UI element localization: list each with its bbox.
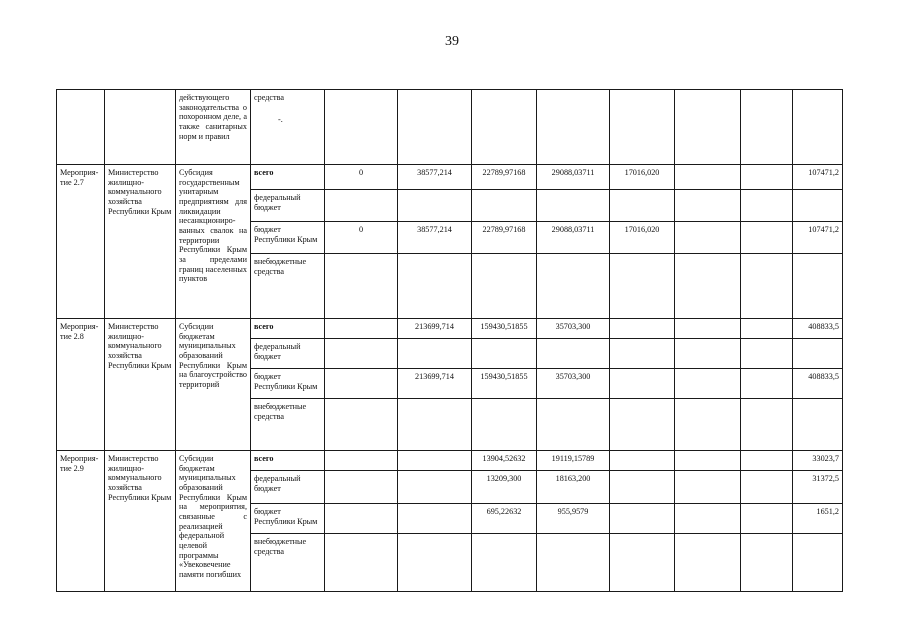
source-cell: всего bbox=[251, 165, 325, 190]
value-cell bbox=[325, 471, 398, 504]
value-cell bbox=[472, 254, 537, 319]
description-cell: Субсидия государственным унитарным предприятиям для ликвидации несанкциониро-ванных свалок на территории Республики Крым за пределами границ населенных пунктов bbox=[176, 165, 251, 319]
value-cell bbox=[741, 504, 793, 534]
value-cell bbox=[675, 399, 741, 451]
source-cell: всего bbox=[251, 451, 325, 471]
value-cell bbox=[325, 399, 398, 451]
value-cell bbox=[398, 190, 472, 222]
value-cell: 955,9579 bbox=[537, 504, 610, 534]
value-cell bbox=[325, 451, 398, 471]
table-row bbox=[57, 319, 843, 339]
value-cell bbox=[741, 451, 793, 471]
value-cell bbox=[675, 90, 741, 165]
source-label: средства bbox=[254, 93, 285, 102]
value-cell bbox=[610, 339, 675, 369]
value-cell bbox=[741, 339, 793, 369]
source-cell: бюджет Республики Крым bbox=[251, 369, 325, 399]
value-cell bbox=[675, 165, 741, 190]
source-cell: федеральный бюджет bbox=[251, 339, 325, 369]
executor-cell: Министерство жилищно-коммунального хозяйства Республики Крым bbox=[105, 165, 176, 319]
budget-table bbox=[56, 89, 843, 592]
value-cell bbox=[610, 471, 675, 504]
value-cell: 19119,15789 bbox=[537, 451, 610, 471]
source-cell: внебюджетные средства bbox=[251, 534, 325, 592]
value-cell bbox=[610, 399, 675, 451]
value-cell bbox=[537, 90, 610, 165]
value-cell bbox=[325, 534, 398, 592]
value-cell bbox=[398, 471, 472, 504]
source-cell: бюджет Республики Крым bbox=[251, 222, 325, 254]
value-cell: 18163,200 bbox=[537, 471, 610, 504]
page-number: 39 bbox=[445, 34, 459, 49]
value-cell: 22789,97168 bbox=[472, 165, 537, 190]
value-cell: 13209,300 bbox=[472, 471, 537, 504]
value-cell bbox=[741, 254, 793, 319]
total-cell bbox=[793, 254, 843, 319]
value-cell bbox=[325, 319, 398, 339]
value-cell bbox=[675, 471, 741, 504]
value-cell bbox=[537, 190, 610, 222]
value-cell bbox=[472, 190, 537, 222]
value-cell bbox=[741, 534, 793, 592]
value-cell bbox=[398, 90, 472, 165]
value-cell bbox=[741, 165, 793, 190]
value-cell: 29088,03711 bbox=[537, 222, 610, 254]
value-cell bbox=[610, 534, 675, 592]
source-cell: всего bbox=[251, 319, 325, 339]
value-cell: 213699,714 bbox=[398, 369, 472, 399]
total-cell bbox=[793, 190, 843, 222]
event-cell bbox=[57, 90, 105, 165]
value-cell bbox=[741, 222, 793, 254]
executor-cell: Министерство жилищно-коммунального хозяйства Республики Крым bbox=[105, 451, 176, 592]
value-cell bbox=[741, 399, 793, 451]
value-cell bbox=[675, 339, 741, 369]
value-cell: 29088,03711 bbox=[537, 165, 610, 190]
value-cell bbox=[741, 90, 793, 165]
value-cell bbox=[537, 254, 610, 319]
value-cell: 159430,51855 bbox=[472, 319, 537, 339]
value-cell bbox=[675, 190, 741, 222]
description-cell: Субсидии бюджетам муниципальных образований Республики Крым на благоустройство территорий bbox=[176, 319, 251, 451]
total-cell: 31372,5 bbox=[793, 471, 843, 504]
value-cell bbox=[537, 534, 610, 592]
value-cell bbox=[675, 254, 741, 319]
total-cell: 33023,7 bbox=[793, 451, 843, 471]
value-cell bbox=[675, 369, 741, 399]
value-cell bbox=[325, 190, 398, 222]
value-cell bbox=[610, 190, 675, 222]
value-cell bbox=[610, 451, 675, 471]
total-cell: 1651,2 bbox=[793, 504, 843, 534]
value-cell bbox=[398, 504, 472, 534]
value-cell bbox=[610, 319, 675, 339]
value-cell bbox=[325, 504, 398, 534]
value-cell bbox=[741, 190, 793, 222]
event-cell: Мероприя-тие 2.7 bbox=[57, 165, 105, 319]
value-cell: 38577,214 bbox=[398, 222, 472, 254]
value-cell: 38577,214 bbox=[398, 165, 472, 190]
value-cell: 0 bbox=[325, 222, 398, 254]
value-cell: 13904,52632 bbox=[472, 451, 537, 471]
total-cell bbox=[793, 339, 843, 369]
value-cell bbox=[325, 254, 398, 319]
source-cell: федеральный бюджет bbox=[251, 471, 325, 504]
value-cell bbox=[675, 504, 741, 534]
value-cell bbox=[472, 339, 537, 369]
value-cell bbox=[325, 90, 398, 165]
value-cell bbox=[741, 471, 793, 504]
value-cell bbox=[398, 451, 472, 471]
value-cell bbox=[675, 319, 741, 339]
value-cell: 0 bbox=[325, 165, 398, 190]
value-cell bbox=[325, 339, 398, 369]
source-cell: бюджет Республики Крым bbox=[251, 504, 325, 534]
value-cell: 22789,97168 bbox=[472, 222, 537, 254]
table-row bbox=[57, 165, 843, 190]
source-cell: внебюджетные средства bbox=[251, 254, 325, 319]
value-cell bbox=[793, 90, 843, 165]
total-cell: 408833,5 bbox=[793, 369, 843, 399]
table-row bbox=[57, 451, 843, 471]
total-cell: 107471,2 bbox=[793, 165, 843, 190]
source-cell: внебюджетные средства bbox=[251, 399, 325, 451]
value-cell: 17016,020 bbox=[610, 222, 675, 254]
value-cell bbox=[537, 339, 610, 369]
value-cell bbox=[610, 504, 675, 534]
value-cell bbox=[398, 534, 472, 592]
source-cell bbox=[251, 90, 325, 165]
value-cell bbox=[610, 369, 675, 399]
total-cell bbox=[793, 534, 843, 592]
executor-cell: Министерство жилищно-коммунального хозяйства Республики Крым bbox=[105, 319, 176, 451]
value-cell bbox=[675, 222, 741, 254]
value-cell bbox=[741, 319, 793, 339]
value-cell bbox=[398, 399, 472, 451]
value-cell: 35703,300 bbox=[537, 369, 610, 399]
description-cell: действующего законодательства о похоронном деле, а также санитарных норм и правил bbox=[176, 90, 251, 165]
value-cell bbox=[610, 90, 675, 165]
total-cell: 107471,2 bbox=[793, 222, 843, 254]
total-cell: 408833,5 bbox=[793, 319, 843, 339]
table-row bbox=[57, 90, 843, 165]
value-cell bbox=[675, 534, 741, 592]
value-cell bbox=[537, 399, 610, 451]
value-cell bbox=[472, 399, 537, 451]
value-cell: 213699,714 bbox=[398, 319, 472, 339]
value-cell bbox=[675, 451, 741, 471]
description-cell: Субсидии бюджетам муниципальных образований Республики Крым на мероприятия, связанные с реализацией федеральной целевой программы «Увековечение памяти погибших bbox=[176, 451, 251, 592]
executor-cell bbox=[105, 90, 176, 165]
value-cell bbox=[472, 534, 537, 592]
value-cell: 695,22632 bbox=[472, 504, 537, 534]
event-cell: Мероприя-тие 2.8 bbox=[57, 319, 105, 451]
value-cell bbox=[610, 254, 675, 319]
value-cell bbox=[325, 369, 398, 399]
event-cell: Мероприя-тие 2.9 bbox=[57, 451, 105, 592]
source-cell: федеральный бюджет bbox=[251, 190, 325, 222]
value-cell: 35703,300 bbox=[537, 319, 610, 339]
value-cell bbox=[398, 254, 472, 319]
value-cell: 159430,51855 bbox=[472, 369, 537, 399]
value-cell: 17016,020 bbox=[610, 165, 675, 190]
stray-mark: -. bbox=[278, 114, 283, 124]
value-cell bbox=[398, 339, 472, 369]
value-cell bbox=[741, 369, 793, 399]
total-cell bbox=[793, 399, 843, 451]
value-cell bbox=[472, 90, 537, 165]
